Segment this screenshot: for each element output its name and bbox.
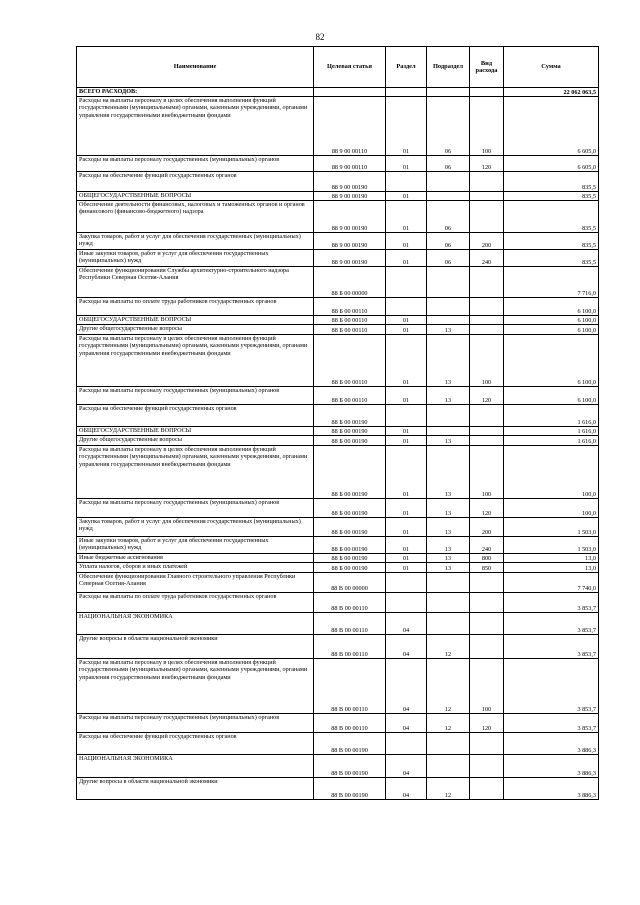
row-expense-type: 120 — [470, 714, 504, 733]
row-target-code: 88 9 00 00190 — [314, 233, 386, 250]
header-subsection: Подраздел — [427, 47, 470, 88]
row-section: 01 — [386, 554, 427, 563]
row-sum: 3 886,3 — [504, 778, 599, 800]
table-row — [77, 316, 599, 325]
row-target-code: 88 Б 00 00190 — [314, 405, 386, 427]
row-expense-type: 120 — [470, 499, 504, 518]
row-sum: 7 716,0 — [504, 267, 599, 298]
row-expense-type: 120 — [470, 387, 504, 405]
table-header-row — [77, 47, 599, 88]
row-sum: 6 100,0 — [504, 387, 599, 405]
row-name: Расходы на выплаты персоналу государственных (муниципальных) органов — [77, 387, 314, 405]
row-target-code: 88 Б 00 00110 — [314, 298, 386, 316]
row-section: 01 — [386, 436, 427, 446]
row-name: Расходы на выплаты по оплате труда работников государственных органов — [77, 593, 314, 613]
row-section: 01 — [386, 325, 427, 335]
row-sum: 1 616,0 — [504, 436, 599, 446]
row-name: Расходы на выплаты персоналу государственных (муниципальных) органов — [77, 156, 314, 172]
table-row — [77, 335, 599, 387]
row-target-code: 88 Б 00 00190 — [314, 436, 386, 446]
table-row — [77, 201, 599, 233]
row-subsection: 12 — [427, 635, 470, 659]
row-sum: 835,5 — [504, 250, 599, 267]
row-section: 01 — [386, 387, 427, 405]
row-name: ОБЩЕГОСУДАРСТВЕННЫЕ ВОПРОСЫ — [77, 427, 314, 436]
row-target-code: 88 В 00 00110 — [314, 593, 386, 613]
row-name: Расходы на обеспечение функций государственных органов — [77, 405, 314, 427]
table-row — [77, 298, 599, 316]
row-section: 01 — [386, 563, 427, 573]
row-section — [386, 405, 427, 427]
table-row — [77, 387, 599, 405]
row-name: Другие вопросы в области национальной экономики — [77, 778, 314, 800]
row-expense-type — [470, 755, 504, 778]
row-section — [386, 298, 427, 316]
row-subsection — [427, 316, 470, 325]
row-expense-type: 240 — [470, 537, 504, 554]
row-subsection: 13 — [427, 518, 470, 537]
header-code: Целевая статья — [314, 47, 386, 88]
table-row — [77, 172, 599, 192]
row-section — [386, 267, 427, 298]
row-section: 04 — [386, 714, 427, 733]
table-row — [77, 192, 599, 201]
row-name: Иные бюджетные ассигнования — [77, 554, 314, 563]
row-subsection: 06 — [427, 201, 470, 233]
row-name: Уплата налогов, сборов и иных платежей — [77, 563, 314, 573]
table-body — [77, 88, 599, 800]
row-target-code: 88 Б 00 00110 — [314, 325, 386, 335]
row-subsection: 12 — [427, 714, 470, 733]
row-section: 04 — [386, 659, 427, 714]
row-expense-type: 200 — [470, 233, 504, 250]
row-expense-type — [470, 613, 504, 635]
row-expense-type — [470, 573, 504, 593]
row-name: Расходы на выплаты по оплате труда работников государственных органов — [77, 298, 314, 316]
table-row — [77, 593, 599, 613]
row-target-code: 88 9 00 00110 — [314, 156, 386, 172]
table-row — [77, 427, 599, 436]
table-row — [77, 778, 599, 800]
row-expense-type: 100 — [470, 659, 504, 714]
row-expense-type — [470, 201, 504, 233]
table-row — [77, 499, 599, 518]
row-subsection — [427, 755, 470, 778]
row-name: Расходы на выплаты персоналу в целях обеспечения выполнения функций государственными (муниципальными) органами, казенными учреждениями, органами управления государственными внебюджетными фондами — [77, 659, 314, 714]
row-sum: 1 503,0 — [504, 537, 599, 554]
table-row — [77, 659, 599, 714]
row-expense-type — [470, 733, 504, 755]
row-sum: 6 100,0 — [504, 335, 599, 387]
row-name: НАЦИОНАЛЬНАЯ ЭКОНОМИКА — [77, 613, 314, 635]
row-name: Другие вопросы в области национальной экономики — [77, 635, 314, 659]
row-target-code: 88 Б 00 00190 — [314, 563, 386, 573]
row-name: Иные закупки товаров, работ и услуг для обеспечения государственных (муниципальных) нужд — [77, 537, 314, 554]
row-section — [386, 573, 427, 593]
row-section: 01 — [386, 192, 427, 201]
row-sum: 6 605,0 — [504, 156, 599, 172]
row-name: Расходы на обеспечение функций государственных органов — [77, 733, 314, 755]
row-section: 04 — [386, 613, 427, 635]
table-row — [77, 250, 599, 267]
row-expense-type — [470, 635, 504, 659]
row-subsection: 13 — [427, 446, 470, 499]
row-expense-type: 200 — [470, 518, 504, 537]
row-sum: 3 853,7 — [504, 613, 599, 635]
page-number: 82 — [315, 32, 325, 42]
table-row — [77, 635, 599, 659]
table-row — [77, 755, 599, 778]
table-row — [77, 156, 599, 172]
row-subsection: 12 — [427, 659, 470, 714]
row-section: 01 — [386, 518, 427, 537]
table-row — [77, 613, 599, 635]
table-row — [77, 97, 599, 156]
row-expense-type: 100 — [470, 446, 504, 499]
row-name: ОБЩЕГОСУДАРСТВЕННЫЕ ВОПРОСЫ — [77, 192, 314, 201]
row-target-code: 88 В 00 00110 — [314, 714, 386, 733]
row-target-code: 88 Б 00 00190 — [314, 427, 386, 436]
row-expense-type — [470, 298, 504, 316]
row-name: Расходы на выплаты персоналу государственных (муниципальных) органов — [77, 714, 314, 733]
row-target-code: 88 Б 00 00110 — [314, 387, 386, 405]
row-subsection — [427, 88, 470, 97]
row-name: ОБЩЕГОСУДАРСТВЕННЫЕ ВОПРОСЫ — [77, 316, 314, 325]
row-name: Обеспечение функционирования Службы архитектурно-строительного надзора Республики Северная Осетия-Алания — [77, 267, 314, 298]
row-subsection: 13 — [427, 563, 470, 573]
row-name: ВСЕГО РАСХОДОВ: — [77, 88, 314, 97]
row-subsection: 06 — [427, 233, 470, 250]
row-section: 01 — [386, 335, 427, 387]
row-sum: 3 853,7 — [504, 635, 599, 659]
row-name: Другие общегосударственные вопросы — [77, 325, 314, 335]
row-name: Обеспечение функционирования Главного строительного управления Республики Северная Осетия-Алания — [77, 573, 314, 593]
row-target-code: 88 9 00 00190 — [314, 192, 386, 201]
row-sum: 835,5 — [504, 233, 599, 250]
row-subsection: 13 — [427, 436, 470, 446]
row-subsection — [427, 593, 470, 613]
row-sum: 6 100,0 — [504, 298, 599, 316]
row-target-code: 88 В 00 00110 — [314, 613, 386, 635]
row-name: Закупка товаров, работ и услуг для обеспечения государственных (муниципальных) нужд — [77, 518, 314, 537]
row-sum: 1 616,0 — [504, 427, 599, 436]
row-name: Обеспечение деятельности финансовых, налоговых и таможенных органов и органов финансового (финансово-бюджетного) надзора — [77, 201, 314, 233]
table-row — [77, 714, 599, 733]
table-row — [77, 537, 599, 554]
row-expense-type — [470, 593, 504, 613]
row-target-code: 88 9 00 00110 — [314, 97, 386, 156]
row-subsection — [427, 172, 470, 192]
row-name: Расходы на выплаты персоналу в целях обеспечения выполнения функций государственными (муниципальными) органами, казенными учреждениями, органами управления государственными внебюджетными фондами — [77, 446, 314, 499]
table-row — [77, 267, 599, 298]
row-sum: 3 886,3 — [504, 755, 599, 778]
row-target-code: 88 В 00 00000 — [314, 573, 386, 593]
row-target-code: 88 В 00 00190 — [314, 778, 386, 800]
table-row — [77, 233, 599, 250]
row-sum: 13,0 — [504, 563, 599, 573]
row-expense-type — [470, 192, 504, 201]
row-sum: 22 062 063,5 — [504, 88, 599, 97]
row-subsection: 13 — [427, 387, 470, 405]
row-subsection — [427, 405, 470, 427]
row-section: 04 — [386, 635, 427, 659]
row-sum: 1 503,0 — [504, 518, 599, 537]
row-target-code: 88 9 00 00190 — [314, 250, 386, 267]
row-expense-type: 800 — [470, 554, 504, 563]
budget-table — [76, 46, 599, 800]
row-name: Закупка товаров, работ и услуг для обеспечения государственных (муниципальных) нужд — [77, 233, 314, 250]
row-sum: 6 100,0 — [504, 325, 599, 335]
table-row — [77, 325, 599, 335]
row-section: 01 — [386, 537, 427, 554]
row-sum: 100,0 — [504, 446, 599, 499]
table-row — [77, 573, 599, 593]
row-target-code: 88 9 00 00190 — [314, 201, 386, 233]
row-subsection: 13 — [427, 325, 470, 335]
row-subsection — [427, 613, 470, 635]
row-expense-type — [470, 316, 504, 325]
row-target-code: 88 Б 00 00190 — [314, 446, 386, 499]
row-name: Расходы на выплаты персоналу в целях обеспечения выполнения функций государственными (муниципальными) органами, казенными учреждениями, органами управления государственными внебюджетными фондами — [77, 97, 314, 156]
row-expense-type — [470, 436, 504, 446]
row-sum: 3 853,7 — [504, 593, 599, 613]
row-expense-type — [470, 172, 504, 192]
row-target-code: 88 Б 00 00190 — [314, 537, 386, 554]
header-section: Раздел — [386, 47, 427, 88]
row-subsection — [427, 573, 470, 593]
row-section: 04 — [386, 778, 427, 800]
row-expense-type — [470, 325, 504, 335]
row-sum: 3 853,7 — [504, 714, 599, 733]
row-section: 01 — [386, 97, 427, 156]
table-row — [77, 405, 599, 427]
row-target-code: 88 Б 00 00000 — [314, 267, 386, 298]
row-target-code: 88 В 00 00190 — [314, 733, 386, 755]
row-section — [386, 593, 427, 613]
row-target-code: 88 В 00 00110 — [314, 635, 386, 659]
table-row — [77, 554, 599, 563]
row-subsection: 13 — [427, 499, 470, 518]
table-row — [77, 446, 599, 499]
row-subsection — [427, 267, 470, 298]
table-row — [77, 88, 599, 97]
row-target-code: 88 Б 00 00190 — [314, 499, 386, 518]
row-expense-type — [470, 405, 504, 427]
row-expense-type: 240 — [470, 250, 504, 267]
row-subsection — [427, 298, 470, 316]
row-target-code: 88 Б 00 00110 — [314, 335, 386, 387]
header-name: Наименование — [77, 47, 314, 88]
header-expense-type: Вид расхода — [470, 47, 504, 88]
row-subsection: 13 — [427, 537, 470, 554]
table-row — [77, 518, 599, 537]
table-row — [77, 563, 599, 573]
row-name: Расходы на выплаты персоналу государственных (муниципальных) органов — [77, 499, 314, 518]
row-subsection: 13 — [427, 335, 470, 387]
row-subsection: 12 — [427, 778, 470, 800]
row-section: 04 — [386, 755, 427, 778]
row-target-code — [314, 88, 386, 97]
row-target-code: 88 Б 00 00190 — [314, 518, 386, 537]
row-section: 01 — [386, 499, 427, 518]
row-section: 01 — [386, 427, 427, 436]
row-section: 01 — [386, 233, 427, 250]
row-expense-type: 100 — [470, 335, 504, 387]
row-target-code: 88 В 00 00190 — [314, 755, 386, 778]
row-section: 01 — [386, 250, 427, 267]
row-subsection — [427, 733, 470, 755]
row-section: 01 — [386, 316, 427, 325]
row-name: Расходы на выплаты персоналу в целях обеспечения выполнения функций государственными (муниципальными) органами, казенными учреждениями, органами управления государственными внебюджетными фондами — [77, 335, 314, 387]
row-subsection — [427, 427, 470, 436]
row-sum: 6 605,0 — [504, 97, 599, 156]
row-sum: 1 616,0 — [504, 405, 599, 427]
row-expense-type: 850 — [470, 563, 504, 573]
row-target-code: 88 9 00 00190 — [314, 172, 386, 192]
row-expense-type: 100 — [470, 97, 504, 156]
row-sum: 3 886,3 — [504, 733, 599, 755]
row-section — [386, 88, 427, 97]
row-sum: 3 853,7 — [504, 659, 599, 714]
table-row — [77, 733, 599, 755]
row-section — [386, 733, 427, 755]
row-expense-type — [470, 88, 504, 97]
header-sum: Сумма — [504, 47, 599, 88]
row-section: 01 — [386, 446, 427, 499]
row-subsection: 06 — [427, 97, 470, 156]
row-sum: 100,0 — [504, 499, 599, 518]
row-sum: 835,5 — [504, 192, 599, 201]
row-target-code: 88 Б 00 00190 — [314, 554, 386, 563]
row-expense-type — [470, 267, 504, 298]
row-sum: 835,5 — [504, 172, 599, 192]
row-sum: 7 740,0 — [504, 573, 599, 593]
row-expense-type — [470, 778, 504, 800]
row-sum: 13,0 — [504, 554, 599, 563]
row-name: Иные закупки товаров, работ и услуг для обеспечения государственных (муниципальных) нужд — [77, 250, 314, 267]
row-target-code: 88 Б 00 00110 — [314, 316, 386, 325]
row-subsection: 06 — [427, 250, 470, 267]
row-section — [386, 172, 427, 192]
table-row — [77, 436, 599, 446]
row-name: Другие общегосударственные вопросы — [77, 436, 314, 446]
row-subsection: 13 — [427, 554, 470, 563]
row-target-code: 88 В 00 00110 — [314, 659, 386, 714]
row-subsection — [427, 192, 470, 201]
row-section: 01 — [386, 201, 427, 233]
row-subsection: 06 — [427, 156, 470, 172]
row-name: Расходы на обеспечение функций государственных органов — [77, 172, 314, 192]
row-sum: 6 100,0 — [504, 316, 599, 325]
row-section: 01 — [386, 156, 427, 172]
row-expense-type: 120 — [470, 156, 504, 172]
row-sum: 835,5 — [504, 201, 599, 233]
row-expense-type — [470, 427, 504, 436]
row-name: НАЦИОНАЛЬНАЯ ЭКОНОМИКА — [77, 755, 314, 778]
